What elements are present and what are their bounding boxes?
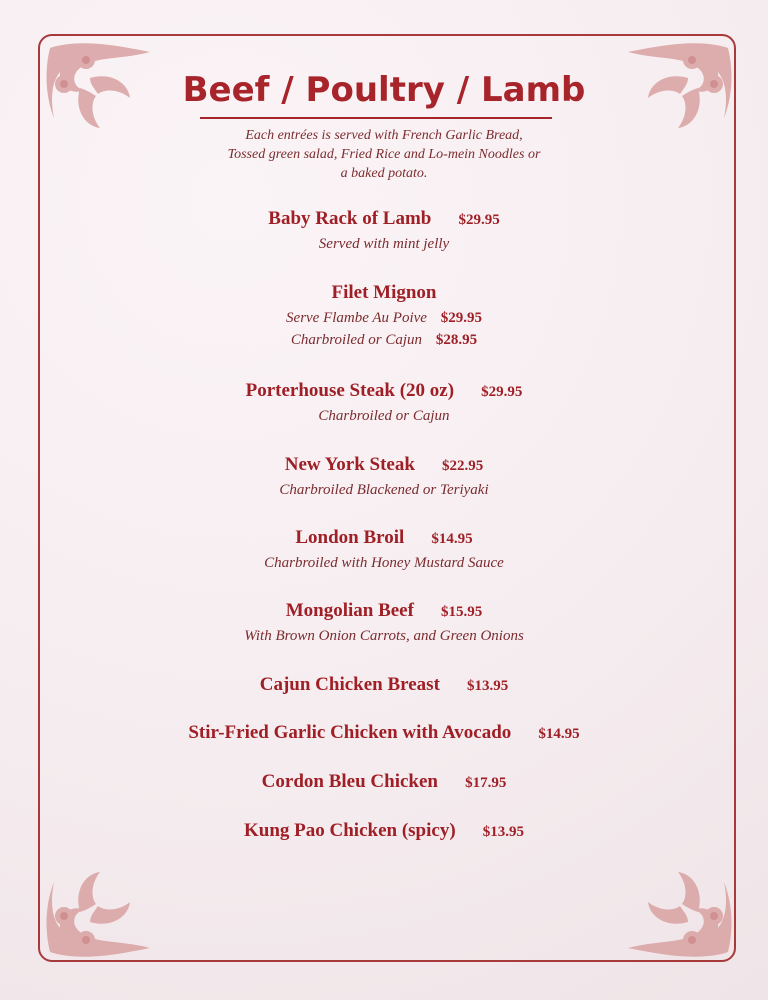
menu-item-mongolian-beef [0,600,768,645]
item-description: With Brown Onion Carrots, and Green Onions [244,628,524,644]
item-name: Stir-Fried Garlic Chicken with Avocado [188,722,512,743]
ornament-corner-icon [618,842,738,962]
item-price: $14.95 [431,531,473,547]
item-name: Cajun Chicken Breast [259,674,440,695]
option-price: $28.95 [435,332,478,348]
option-description: Serve Flambe Au Poive [286,310,427,326]
ornament-corner-icon [40,842,160,962]
item-name: Kung Pao Chicken (spicy) [243,820,456,841]
item-name: Cordon Bleu Chicken [261,771,438,792]
item-name: Porterhouse Steak (20 oz) [245,380,455,401]
item-option [0,332,768,349]
menu-item-new-york-steak [0,454,768,499]
item-price: $22.95 [442,458,484,474]
item-price: $17.95 [465,775,507,791]
menu-item-filet-mignon [0,282,768,349]
intro-line: a baked potato. [340,166,428,181]
item-name: Baby Rack of Lamb [268,208,432,229]
menu-item-stir-fried-garlic-chicken [0,722,768,744]
intro-line: Tossed green salad, Fried Rice and Lo-mein Noodles or [227,147,541,162]
item-name: New York Steak [284,454,415,475]
intro-text [0,126,768,183]
item-price: $14.95 [538,726,580,742]
item-price: $29.95 [458,212,500,228]
item-description: Charbroiled Blackened or Teriyaki [279,482,489,498]
item-name: Filet Mignon [331,282,437,303]
title-underline [200,117,552,119]
item-name: Mongolian Beef [285,600,414,621]
menu-item-cordon-bleu-chicken [0,771,768,793]
item-description: Charbroiled with Honey Mustard Sauce [264,555,504,571]
item-price: $13.95 [467,678,509,694]
item-name: London Broil [295,527,405,548]
item-price: $15.95 [441,604,483,620]
item-description: Charbroiled or Cajun [318,408,450,424]
menu-item-porterhouse-steak [0,380,768,425]
item-description: Served with mint jelly [318,236,450,252]
intro-line: Each entrées is served with French Garlic Bread, [245,128,523,143]
item-price: $13.95 [482,824,524,840]
item-price: $29.95 [481,384,523,400]
option-description: Charbroiled or Cajun [290,332,423,348]
menu-item-kung-pao-chicken [0,820,768,842]
menu-item-london-broil [0,527,768,572]
item-option [0,310,768,327]
menu-item-cajun-chicken-breast [0,674,768,696]
menu-item-baby-rack-of-lamb [0,208,768,253]
page-title: Beef / Poultry / Lamb [182,70,586,110]
option-price: $29.95 [440,310,482,326]
